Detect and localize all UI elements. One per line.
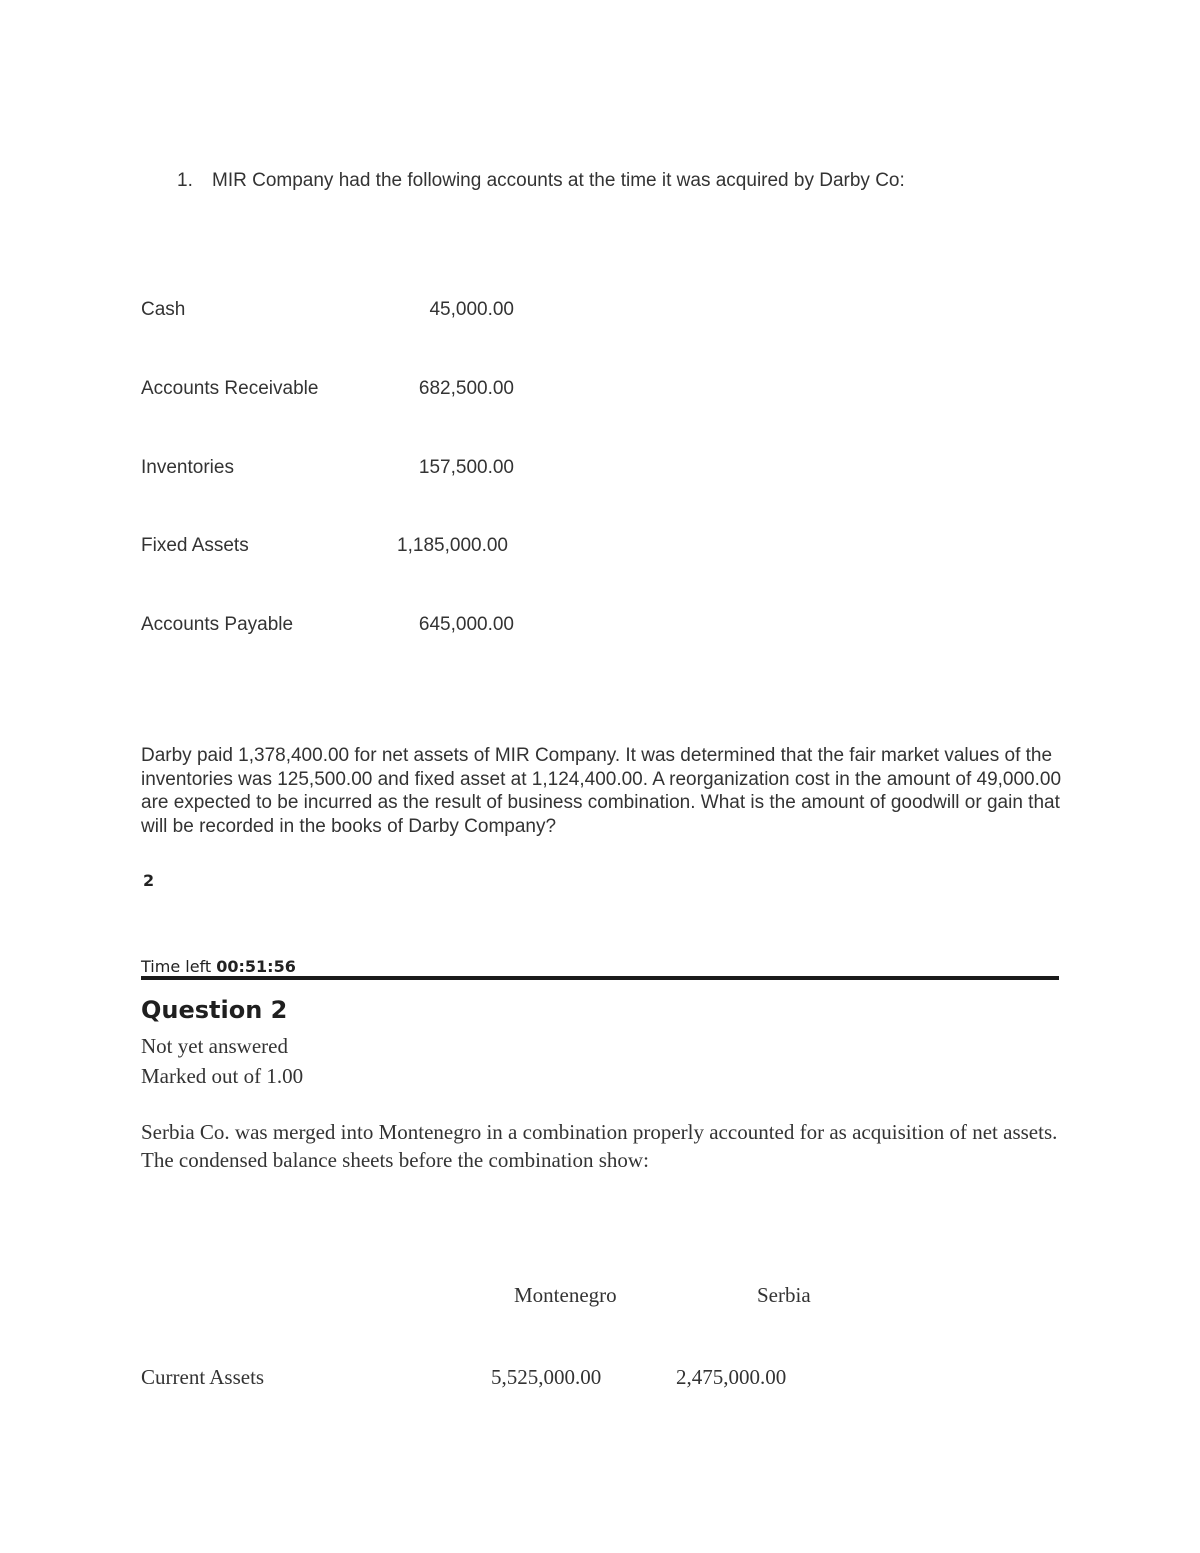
account-label-accounts-payable: Accounts Payable bbox=[141, 614, 294, 635]
page-marker: 2 bbox=[143, 871, 155, 890]
account-value-inventories: 157,500.00 bbox=[418, 457, 514, 478]
question-2-body: Serbia Co. was merged into Montenegro in a combination properly accounted for as acquisition of net assets. The condensed balance sheets before the combination show: bbox=[141, 1120, 1058, 1172]
question-1-body: Darby paid 1,378,400.00 for net assets of MIR Company. It was determined that the fair market values of the inventories was 125,500.00 and fixed asset at 1,124,400.00. A reorganization cost in the amount of 49,000.00 are expected to be incurred as the result of business combination. What is the amount of goodwill or gain that will be recorded in the books of Darby Company? bbox=[141, 745, 1062, 837]
account-value-fixed-assets: 1,185,000.00 bbox=[397, 535, 508, 556]
account-label-cash: Cash bbox=[141, 299, 186, 320]
account-label-fixed-assets: Fixed Assets bbox=[141, 535, 249, 556]
timer-label: Time left bbox=[141, 957, 212, 976]
divider bbox=[141, 976, 1059, 980]
account-value-accounts-receivable: 682,500.00 bbox=[418, 378, 514, 399]
question-1-number: 1. bbox=[177, 170, 193, 191]
question-2-status: Not yet answered bbox=[141, 1034, 288, 1058]
account-value-accounts-payable: 645,000.00 bbox=[418, 614, 514, 635]
question-2-title: Question 2 bbox=[141, 996, 288, 1024]
column-header-montenegro: Montenegro bbox=[514, 1283, 617, 1307]
cell-current-assets-serbia: 2,475,000.00 bbox=[676, 1365, 787, 1389]
timer bbox=[141, 957, 296, 976]
column-header-serbia: Serbia bbox=[757, 1283, 811, 1307]
account-label-accounts-receivable: Accounts Receivable bbox=[141, 378, 319, 399]
question-1-prompt: MIR Company had the following accounts at the time it was acquired by Darby Co: bbox=[212, 170, 905, 191]
cell-current-assets-montenegro: 5,525,000.00 bbox=[491, 1365, 602, 1389]
timer-value: 00:51:56 bbox=[216, 957, 296, 976]
account-value-cash: 45,000.00 bbox=[429, 299, 514, 320]
row-label-current-assets: Current Assets bbox=[141, 1365, 265, 1389]
question-2-marks: Marked out of 1.00 bbox=[141, 1064, 304, 1088]
account-label-inventories: Inventories bbox=[141, 457, 234, 478]
